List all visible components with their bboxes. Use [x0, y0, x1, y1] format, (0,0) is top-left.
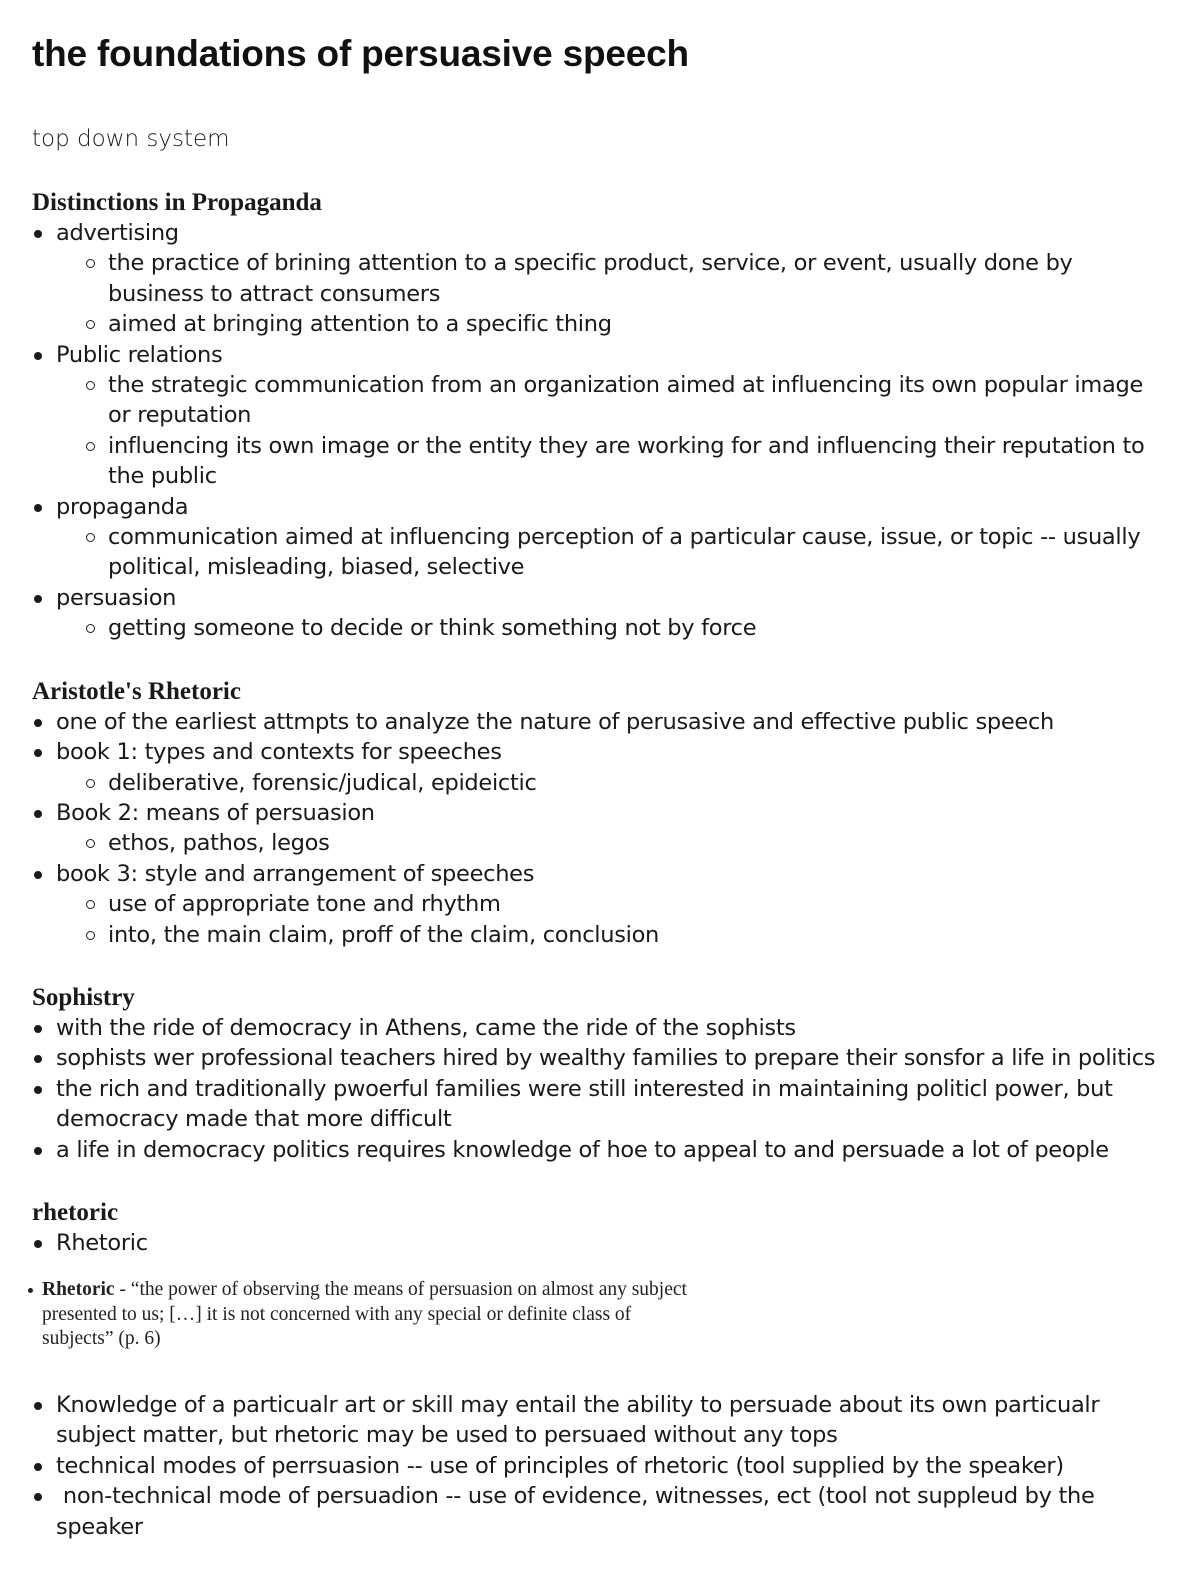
list-item-text: Public relations [56, 341, 223, 368]
filled-bullet-icon [34, 871, 42, 879]
filled-bullet-icon [34, 1147, 42, 1155]
sub-list-item [56, 828, 1172, 858]
bullet-list [32, 1013, 1172, 1165]
list-item-text: book 3: style and arrangement of speeches [56, 860, 535, 887]
sub-list-item [56, 613, 1172, 643]
list-item-text: persuasion [56, 584, 177, 611]
sub-item-text: influencing its own image or the entity they are working for and influencing their reputation to the public [108, 432, 1145, 490]
list-item-text: Knowledge of a particualr art or skill may entail the ability to persuade about its own particualr subject matter, but rhetoric may be used to persuaed without any tops [56, 1391, 1100, 1449]
section-aristotle [32, 677, 1172, 950]
hollow-bullet-icon [86, 931, 95, 940]
filled-bullet-icon [34, 1086, 42, 1094]
subtitle: top down system [32, 126, 230, 152]
filled-bullet-icon [34, 352, 42, 360]
sub-list-item [56, 920, 1172, 950]
list-item [32, 1135, 1172, 1165]
section-heading: rhetoric [32, 1198, 119, 1226]
sub-list [56, 889, 1172, 950]
list-item-text: book 1: types and contexts for speeches [56, 739, 502, 766]
hollow-bullet-icon [86, 900, 95, 909]
list-item-text: advertising [56, 220, 179, 246]
sub-list [56, 370, 1172, 492]
quote-term: Rhetoric [42, 1279, 115, 1301]
list-item-text: non-technical mode of persuadion -- use of evidence, witnesses, ect (tool not suppleud by the speaker [56, 1483, 1102, 1540]
list-item-text: with the ride of democracy in Athens, came the ride of the sophists [56, 1014, 796, 1041]
list-item-text: one of the earliest attmpts to analyze the nature of perusasive and effective public speech [56, 708, 1055, 735]
sub-item-text: into, the main claim, proff of the claim, conclusion [108, 921, 660, 948]
list-item [32, 340, 1172, 492]
list-item [32, 1043, 1172, 1073]
sub-list [56, 828, 1172, 858]
filled-bullet-icon [34, 1055, 42, 1063]
list-item [32, 707, 1172, 737]
hollow-bullet-icon [86, 533, 95, 542]
list-item [32, 1481, 1172, 1542]
list-item [32, 1013, 1172, 1043]
list-item [32, 1390, 1172, 1451]
bullet-list [32, 707, 1172, 950]
section-heading: Distinctions in Propaganda [32, 189, 322, 216]
hollow-bullet-icon [86, 779, 95, 788]
section-rhetoric [32, 1198, 1172, 1542]
sub-item-text: ethos, pathos, legos [108, 830, 330, 857]
hollow-bullet-icon [86, 442, 95, 451]
filled-bullet-icon [34, 230, 42, 238]
sub-item-text: aimed at bringing attention to a specific thing [108, 311, 612, 338]
quote-text: - “the power of observing the means of persuasion on almost any subject presented to us; […] it is not concerned with any special or definite class of subjects” (p. 6) [42, 1279, 687, 1350]
sub-list [56, 522, 1172, 583]
sub-item-text: deliberative, forensic/judical, epideictic [108, 769, 537, 796]
sub-list-item [56, 522, 1172, 583]
filled-bullet-icon [34, 749, 42, 757]
section-sophistry [32, 983, 1172, 1165]
list-item-text: the rich and traditionally pwoerful families were still interested in maintaining politicl power, but democracy made that more difficult [56, 1075, 1113, 1133]
sub-list-item [56, 370, 1172, 431]
list-item [32, 1074, 1172, 1135]
list-item [32, 583, 1172, 644]
filled-bullet-icon [34, 1240, 42, 1248]
pasted-quote-image [28, 1278, 702, 1352]
filled-bullet-icon [34, 504, 42, 512]
list-item [32, 798, 1172, 859]
sub-list [56, 248, 1172, 339]
filled-bullet-icon [34, 1493, 42, 1501]
hollow-bullet-icon [86, 259, 95, 268]
list-item-text: propaganda [56, 493, 189, 520]
list-item-text: Book 2: means of persuasion [56, 799, 375, 826]
list-item-text: technical modes of perrsuasion -- use of principles of rhetoric (tool supplied by the speaker) [56, 1452, 1064, 1479]
sub-item-text: the strategic communication from an organization aimed at influencing its own popular image or reputation [108, 372, 1144, 429]
list-item [32, 737, 1172, 798]
section-heading: Sophistry [32, 983, 135, 1011]
list-item [32, 859, 1172, 950]
list-item-text: sophists wer professional teachers hired by wealthy families to prepare their sonsfor a life in politics [56, 1045, 1156, 1072]
list-item [32, 218, 1172, 340]
sub-list-item [56, 309, 1172, 339]
sub-list-item [56, 431, 1172, 492]
filled-bullet-icon [34, 1463, 42, 1471]
sub-item-text: use of appropriate tone and rhythm [108, 891, 501, 918]
hollow-bullet-icon [86, 624, 95, 633]
sub-item-text: communication aimed at influencing perception of a particular cause, issue, or topic -- usually political, misleading, biased, selective [108, 524, 1141, 581]
sub-list-item [56, 768, 1172, 798]
filled-bullet-icon [34, 719, 42, 727]
list-item-text: Rhetoric [56, 1229, 148, 1256]
hollow-bullet-icon [86, 320, 95, 329]
filled-bullet-icon [34, 810, 42, 818]
list-item [32, 1228, 1172, 1258]
page-title: the foundations of persuasive speech [32, 33, 689, 74]
filled-bullet-icon [34, 1025, 42, 1033]
sub-list [56, 613, 1172, 643]
sub-list-item [56, 889, 1172, 919]
filled-bullet-icon [34, 595, 42, 603]
hollow-bullet-icon [86, 839, 95, 848]
bullet-list [32, 1228, 1172, 1258]
filled-bullet-icon [34, 1402, 42, 1410]
list-item [32, 1451, 1172, 1481]
document-page [32, 30, 1172, 1542]
hollow-bullet-icon [86, 381, 95, 390]
bullet-list [32, 1390, 1172, 1542]
section-heading: Aristotle's Rhetoric [32, 677, 241, 705]
sub-list-item [56, 248, 1172, 309]
sub-item-text: getting someone to decide or think something not by force [108, 615, 757, 642]
bullet-icon [28, 1288, 33, 1293]
bullet-list [32, 218, 1172, 644]
section-propaganda [32, 188, 1172, 644]
list-item [32, 492, 1172, 583]
sub-list [56, 768, 1172, 798]
sub-item-text: the practice of brining attention to a specific product, service, or event, usually done by business to attract consumers [108, 250, 1073, 307]
list-item-text: a life in democracy politics requires knowledge of hoe to appeal to and persuade a lot of people [56, 1136, 1109, 1163]
